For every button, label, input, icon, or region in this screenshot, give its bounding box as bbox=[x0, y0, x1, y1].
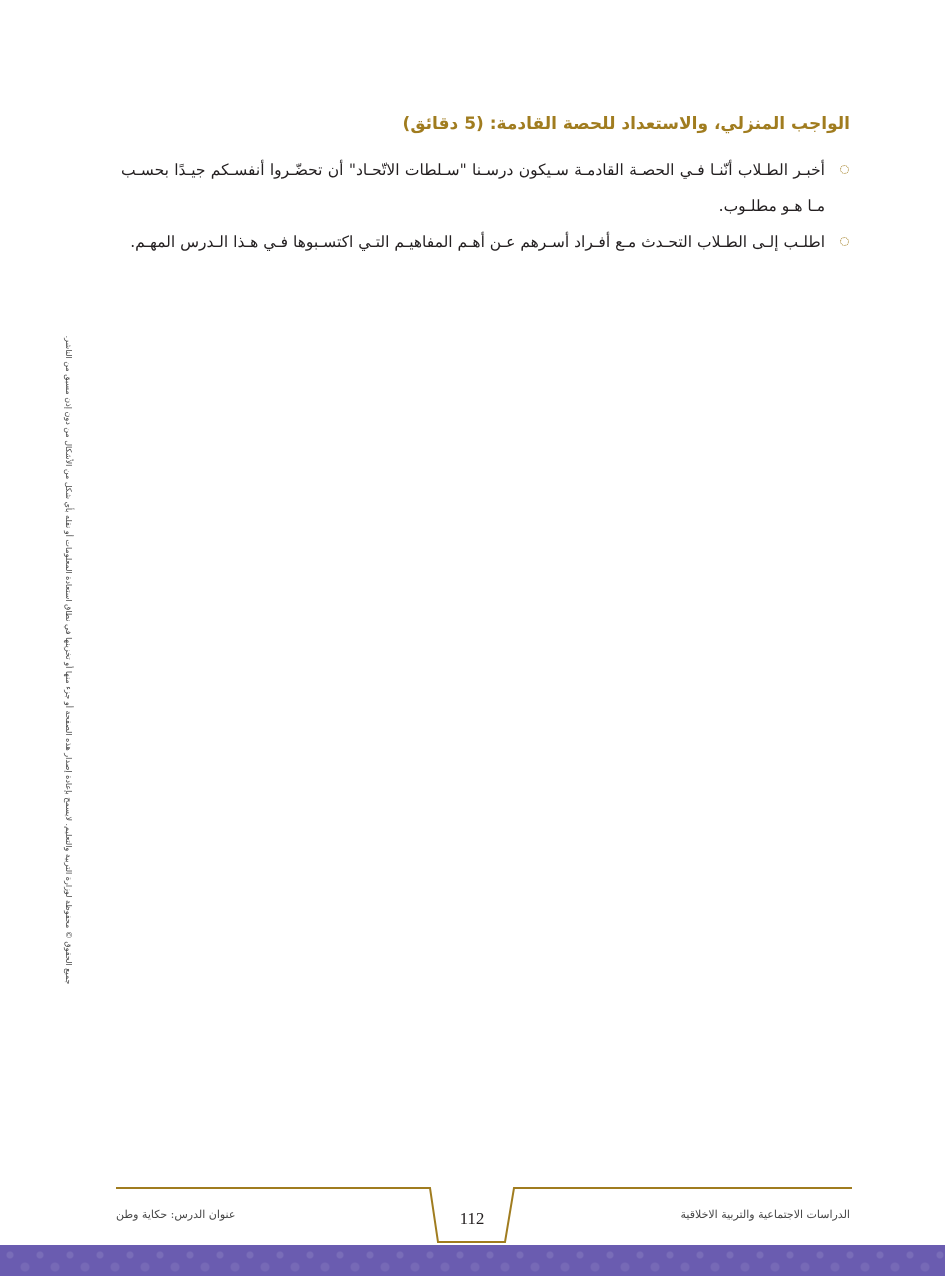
section-heading: الواجب المنزلي، والاستعداد للحصة القادمة: (5 دقائق) bbox=[402, 114, 850, 134]
list-item bbox=[121, 152, 849, 224]
list-item-text: اطلـب إلـى الطـلاب التحـدث مـع أفـراد أسـرهم عـن أهـم المفاهيـم التـي اكتسـبوها فـي هـذا الـدرس المهـم. bbox=[130, 233, 825, 251]
dotted-circle-bullet-icon bbox=[840, 237, 849, 246]
dotted-circle-bullet-icon bbox=[840, 165, 849, 174]
decorative-footer-band bbox=[0, 1245, 945, 1276]
list-item-text: أخبـر الطـلاب أنّنـا فـي الحصـة القادمـة سـيكون درسـنا "سـلطات الاتّحـاد" أن تحضّـروا أنفسـكم جيـدًا بحسـب مـا هـو مطلـوب. bbox=[121, 161, 825, 215]
footer-lesson-title: عنوان الدرس: حكاية وطن bbox=[116, 1208, 236, 1221]
footer-subject: الدراسات الاجتماعية والتربية الاخلاقية bbox=[680, 1208, 850, 1221]
homework-list bbox=[121, 152, 849, 260]
list-item bbox=[121, 224, 849, 260]
copyright-notice: جميع الحقوق © محفوظة لوزارة التربية والتعليم. لايسمح بإعادة إصدار هذه الصفحة أو جزء منها أو تخزينها في نطاق استعادة المعلومات أو نقله بأي شكل من الأشكال من دون إذن مسبق من الناشر. bbox=[64, 335, 73, 985]
page-number: 112 bbox=[459, 1209, 485, 1228]
